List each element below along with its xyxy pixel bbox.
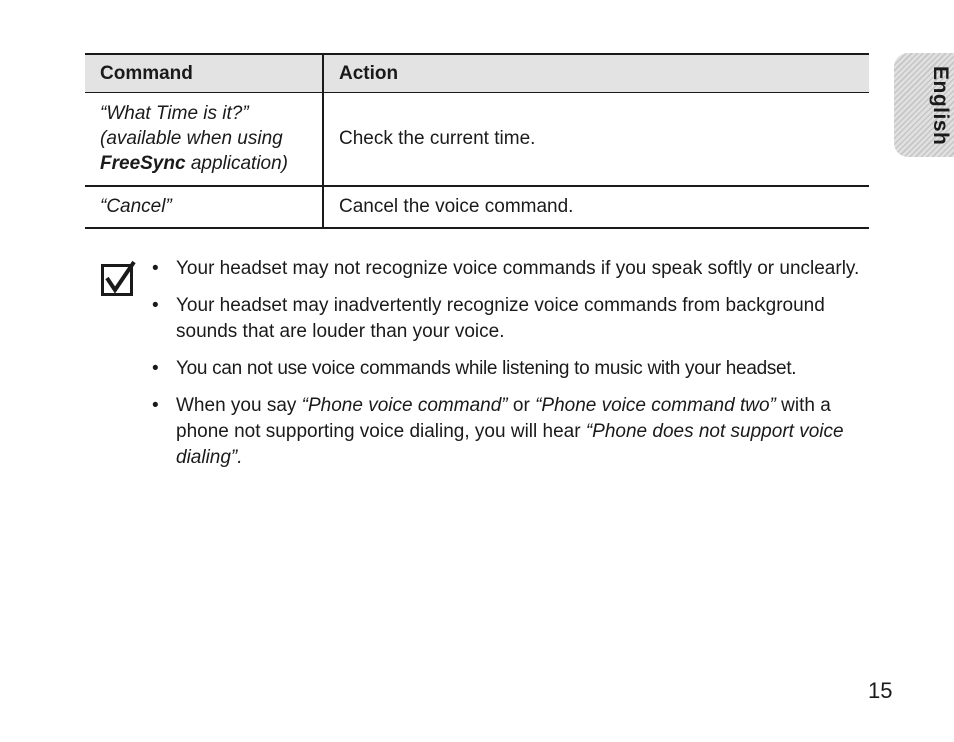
command-note: (available when using: [100, 128, 283, 149]
bullet: •: [152, 295, 159, 316]
app-name: FreeSync: [100, 153, 186, 174]
command-cell: [85, 186, 323, 228]
column-header-action: Action: [323, 54, 869, 92]
note-text: Your headset may not recognize voice commands if you speak softly or unclearly.: [176, 258, 860, 279]
list-item: [150, 356, 875, 382]
list-item: [150, 293, 875, 345]
action-cell: Check the current time.: [323, 92, 869, 186]
column-header-command: Command: [85, 54, 323, 92]
command-text: “What Time is it?”: [100, 103, 249, 124]
table-header-row: [85, 54, 869, 92]
page-number: 15: [868, 678, 893, 703]
quoted-command: “Phone voice command”: [301, 395, 508, 416]
list-item: [150, 393, 875, 471]
language-tab-label: English: [929, 66, 952, 146]
command-note-suffix: application): [185, 153, 288, 174]
quoted-command: “Phone voice command two”: [535, 395, 776, 416]
command-cell: [85, 92, 323, 186]
note-text-part: or: [507, 395, 536, 416]
note-text-part: with a phone not supporting voice dialing, you will hear: [176, 395, 831, 442]
bullet: •: [152, 395, 159, 416]
note-text: You can not use voice commands while listening to music with your headset.: [176, 358, 797, 379]
list-item: [150, 256, 875, 282]
quoted-response: “Phone does not support voice dialing”.: [176, 421, 844, 468]
note-text-part: When you say: [176, 395, 302, 416]
note-text: [176, 395, 844, 468]
notes-list: [150, 256, 875, 482]
checkbox-check-icon: [100, 260, 136, 296]
language-tab: [894, 53, 954, 157]
bullet: •: [152, 358, 159, 379]
note-text: Your headset may inadvertently recognize voice commands from background sounds that are louder than your voice.: [176, 295, 825, 342]
command-text: “Cancel”: [100, 196, 172, 217]
table-row: [85, 92, 869, 186]
action-cell: Cancel the voice command.: [323, 186, 869, 228]
table-row: [85, 186, 869, 228]
bullet: •: [152, 258, 159, 279]
command-table: [85, 53, 869, 229]
